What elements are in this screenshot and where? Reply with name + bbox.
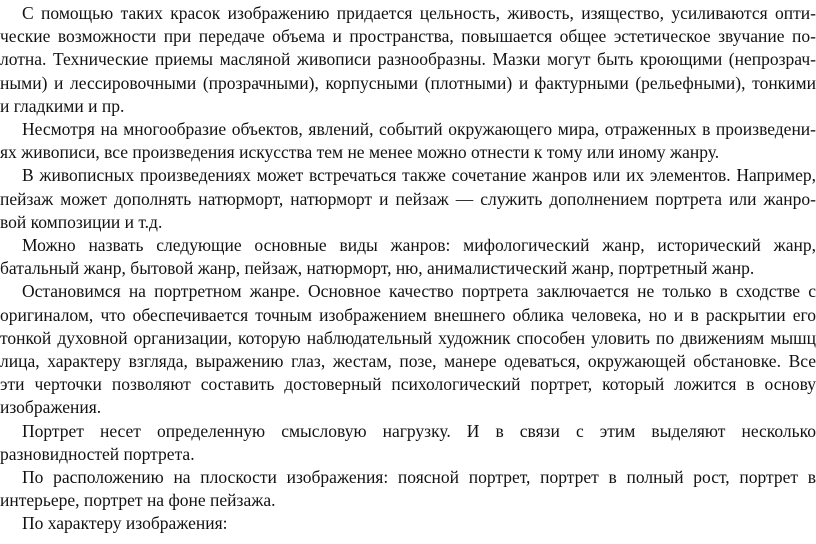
text-line: вой композиции и т.д. <box>0 211 163 232</box>
text-line: изображения. <box>0 397 102 418</box>
text-line: интерьере, портрет на фоне пейзажа. <box>0 490 276 511</box>
text-line: лица, характеру взгляда, выражению глаз, жестам, позе, манере одеваться, окружающей обстановке. Все <box>0 351 816 371</box>
text-line: По характеру изображения: <box>22 513 228 534</box>
text-line: эти черточки позволяют составить достоверный психологический портрет, который ложится в основу <box>0 374 816 395</box>
text-line: ческие возможности при передаче объема и пространства, повышается общее эстетическое звучание по- <box>0 26 816 47</box>
text-line: В живописных произведениях может встречаться также сочетание жанров или их элементов. Например, <box>22 165 816 186</box>
text-line: Несмотря на многообразие объектов, явлений, событий окружающего мира, отраженных в произведени- <box>22 119 816 139</box>
text-line: разновидностей портрета. <box>0 443 195 464</box>
text-line: и гладкими и пр. <box>0 95 125 116</box>
text-line: С помощью таких красок изображению придается цельность, живость, изящество, усиливаются опти- <box>22 3 816 23</box>
text-line: По расположению на плоскости изображения: поясной портрет, портрет в полный рост, портрет в <box>22 467 816 487</box>
text-line: ными) и лессировочными (прозрачными), корпусными (плотными) и фактурными (рельефными), тонкими <box>0 72 816 93</box>
text-line: ях живописи, все произведения искусства тем не менее можно отнести к тому или иному жанру. <box>0 142 720 163</box>
text-line: оригиналом, что обеспечивается точным изображением внешнего облика человека, но и в раскрытии его <box>0 304 816 325</box>
text-line: лотна. Технические приемы масляной живописи разнообразны. Мазки могут быть кроющими (непрозрач- <box>0 49 816 70</box>
text-line: Остановимся на портретном жанре. Основное качество портрета заключается не только в сходстве с <box>22 281 816 302</box>
text-line: батальный жанр, бытовой жанр, пейзаж, натюрморт, ню, анималистический жанр, портретный жанр. <box>0 258 755 279</box>
text-line: Портрет несет определенную смысловую нагрузку. И в связи с этим выделяют несколько <box>22 420 816 441</box>
text-line: Можно назвать следующие основные виды жанров: мифологический жанр, исторический жанр, <box>22 235 816 255</box>
text-line: пейзаж может дополнять натюрморт, натюрморт и пейзаж — служить дополнением портрета или жанро- <box>0 188 816 209</box>
text-line: тонкой духовной организации, которую наблюдательный художник способен уловить по движениям мышц <box>0 327 816 348</box>
